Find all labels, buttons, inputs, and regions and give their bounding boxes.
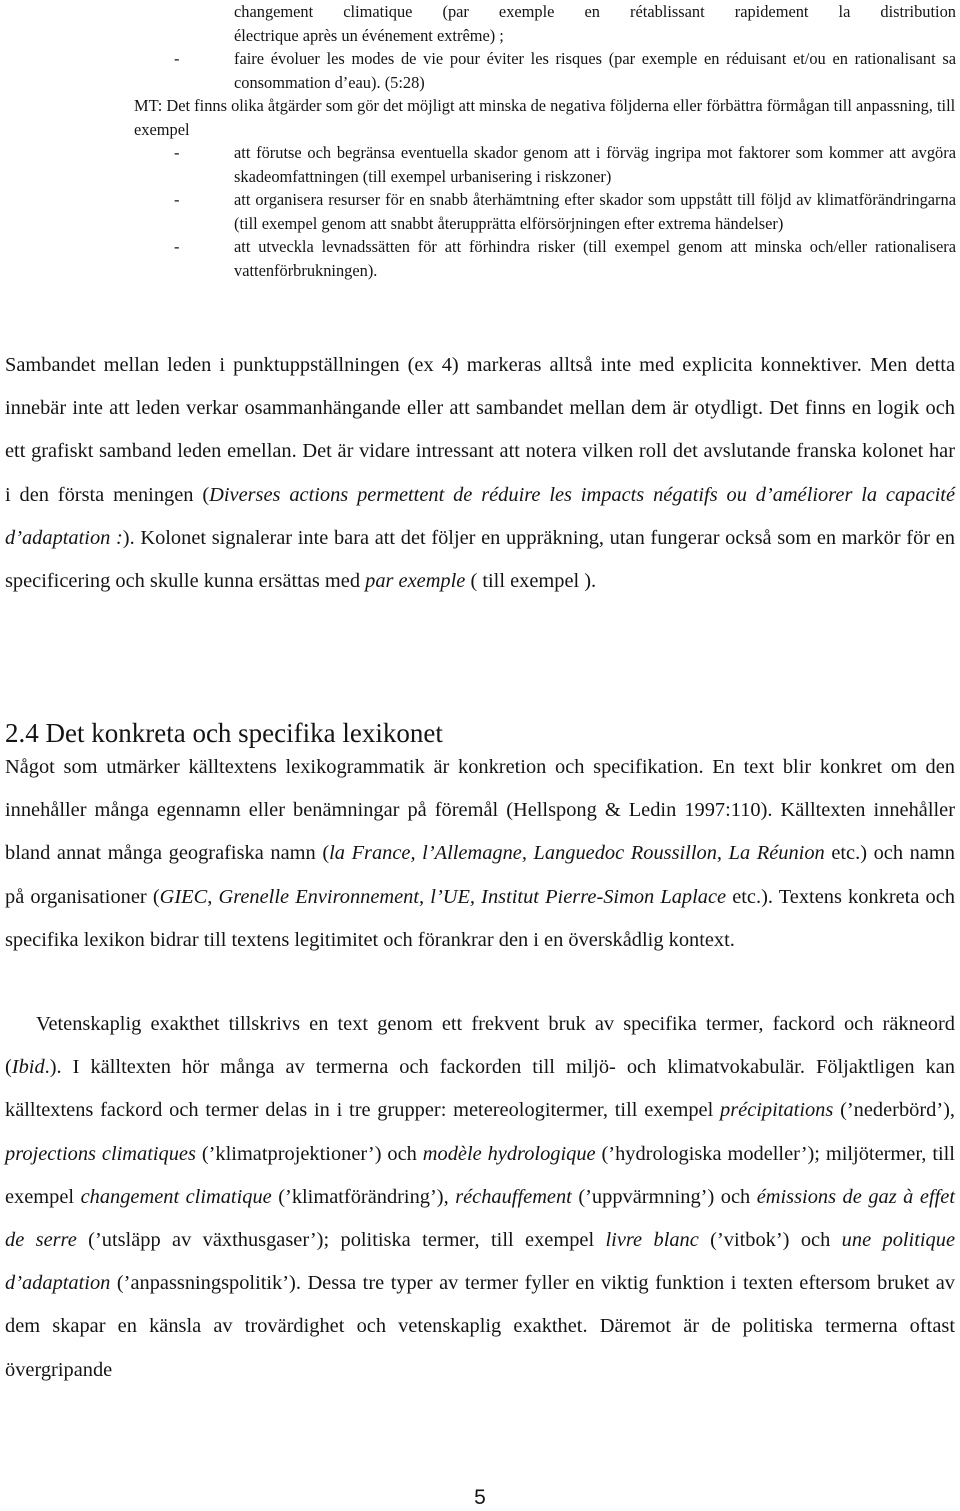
- text-run: etc.). Textens konkreta och specifika lexikon bidrar till textens legitimitet och förankrar den i en överskådlig kontext.: [5, 885, 955, 951]
- list-dash: -: [174, 49, 180, 68]
- fr-item1-continuation-line1: changement climatique (par exemple en rétablissant rapidement la distribution: [234, 2, 956, 21]
- section-heading: 2.4 Det konkreta och specifika lexikonet: [5, 718, 443, 748]
- mt-list-item-3: [134, 235, 956, 282]
- italic-names: la France, l’Allemagne, Languedoc Roussillon, La Réunion: [329, 842, 825, 865]
- mt-list-item-1: [134, 141, 956, 188]
- text-run: Vetenskaplig exakthet tillskrivs en text genom ett frekvent bruk av specifika termer, fackord och räkneord (: [5, 1013, 955, 1079]
- text-run: ,: [207, 885, 219, 908]
- text-run: etc.) och namn på organisationer (: [5, 842, 955, 908]
- source-reference: (5:28): [384, 72, 425, 92]
- italic-names: Grenelle Environnement, l’UE, Institut Pierre-Simon Laplace: [218, 885, 727, 908]
- text-run: (’vitbok’) och: [698, 1229, 842, 1252]
- italic-term: précipitations: [720, 1099, 834, 1122]
- italic-term: changement climatique: [80, 1185, 272, 1208]
- italic-term: Ibid: [11, 1056, 45, 1079]
- paragraph-2: [5, 746, 955, 962]
- text-run: (’nederbörd’),: [833, 1099, 955, 1122]
- list-dash: -: [174, 237, 180, 256]
- text-run: (’uppvärmning’) och: [571, 1185, 757, 1208]
- text-run: (’klimatprojektioner’) och: [195, 1142, 423, 1165]
- fr-item1-continuation-line2: électrique après un événement extrême) ;: [234, 25, 504, 45]
- text-run: .). I källtexten hör många av termerna och fackorden till miljö- och klimatvokabulär. Följaktligen kan källtextens fackord och termer delas in i tre grupper: metereologitermer, till exempel: [5, 1056, 955, 1122]
- italic-term: projections climatiques: [5, 1142, 196, 1165]
- list-item-text: [234, 47, 956, 94]
- italic-quote: Diverses actions permettent de réduire les impacts négatifs ou d’améliorer la capacité d’adaptation :: [5, 483, 956, 549]
- list-item-text: att förutse och begränsa eventuella skador genom att i förväg ingripa mot faktorer som kommer att avgöra skadeomfattningen (till exempel urbanisering i riskzoner): [234, 143, 956, 186]
- text-run: Något som utmärker källtextens lexikogrammatik är konkretion och specifikation. En text blir konkret om den innehåller många egennamn eller benämningar på föremål (Hellspong & Ledin 1997:110). Källtexten innehåller bland annat många geografiska namn (: [5, 756, 955, 865]
- text-run: Sambandet mellan leden i punktuppställningen (ex 4) markeras alltså inte med explicita konnektiver. Men detta innebär inte att leden verkar osammanhängande eller att sambandet mellan dem är otydligt. Det finns en logik och ett grafiskt samband leden emellan. Det är vidare intressant att notera vilken roll det avslutande franska kolonet har i den första meningen (: [5, 354, 955, 506]
- italic-names: GIEC: [159, 885, 208, 908]
- paragraph-text: [5, 344, 955, 603]
- italic-term: émissions de gaz à effet de serre: [5, 1185, 955, 1252]
- text-run: (’hydrologiska modeller’); miljötermer, till exempel: [5, 1142, 955, 1208]
- fr-item2-text: faire évoluer les modes de vie pour éviter les risques (par exemple en réduisant et/ou en rationalisant sa consommation d’eau).: [234, 49, 956, 92]
- page-number: 5: [474, 1486, 486, 1509]
- mt-intro: MT: Det finns olika åtgärder som gör det möjligt att minska de negativa följderna eller förbättra förmågan till anpassning, till exempel: [134, 96, 956, 139]
- italic-term: réchauffement: [455, 1185, 572, 1208]
- text-run: ). Kolonet signalerar inte bara att det följer en uppräkning, utan fungerar också som en markör för en specificering och skulle kunna ersättas med: [5, 526, 955, 593]
- paragraph-text: [5, 1003, 955, 1392]
- text-run: (’klimatförändring’),: [271, 1185, 456, 1208]
- italic-term: livre blanc: [605, 1229, 699, 1252]
- paragraph-3: [5, 1003, 955, 1392]
- italic-term: par exemple: [365, 570, 466, 593]
- fr-list-item-2: [134, 47, 956, 94]
- text-run: (’utsläpp av växthusgaser’); politiska termer, till exempel: [76, 1229, 606, 1252]
- italic-term: modèle hydrologique: [422, 1142, 596, 1165]
- text-run: (’anpassningspolitik’). Dessa tre typer av termer fyller en viktig funktion i texten eftersom bruket av dem skapar en känsla av trovärdighet och vetenskaplig exakthet. Däremot är de politiska termerna oftast övergripande: [5, 1272, 955, 1381]
- example-block: [134, 0, 956, 282]
- list-item-text: att organisera resurser för en snabb återhämtning efter skador som uppstått till följd av klimatförändringarna (till exempel genom att snabbt återupprätta elförsörjningen efter extrema händelser): [234, 190, 956, 233]
- paragraph-1: [5, 344, 955, 603]
- text-run: ( till exempel ).: [465, 570, 597, 593]
- italic-term: une politique d’adaptation: [5, 1229, 955, 1295]
- mt-list-item-2: [134, 188, 956, 235]
- list-item-text: att utveckla levnadssätten för att förhindra risker (till exempel genom att minska och/eller rationalisera vattenförbrukningen).: [234, 237, 956, 280]
- list-dash: -: [174, 190, 180, 209]
- list-dash: -: [174, 143, 180, 162]
- paragraph-text: [5, 746, 955, 962]
